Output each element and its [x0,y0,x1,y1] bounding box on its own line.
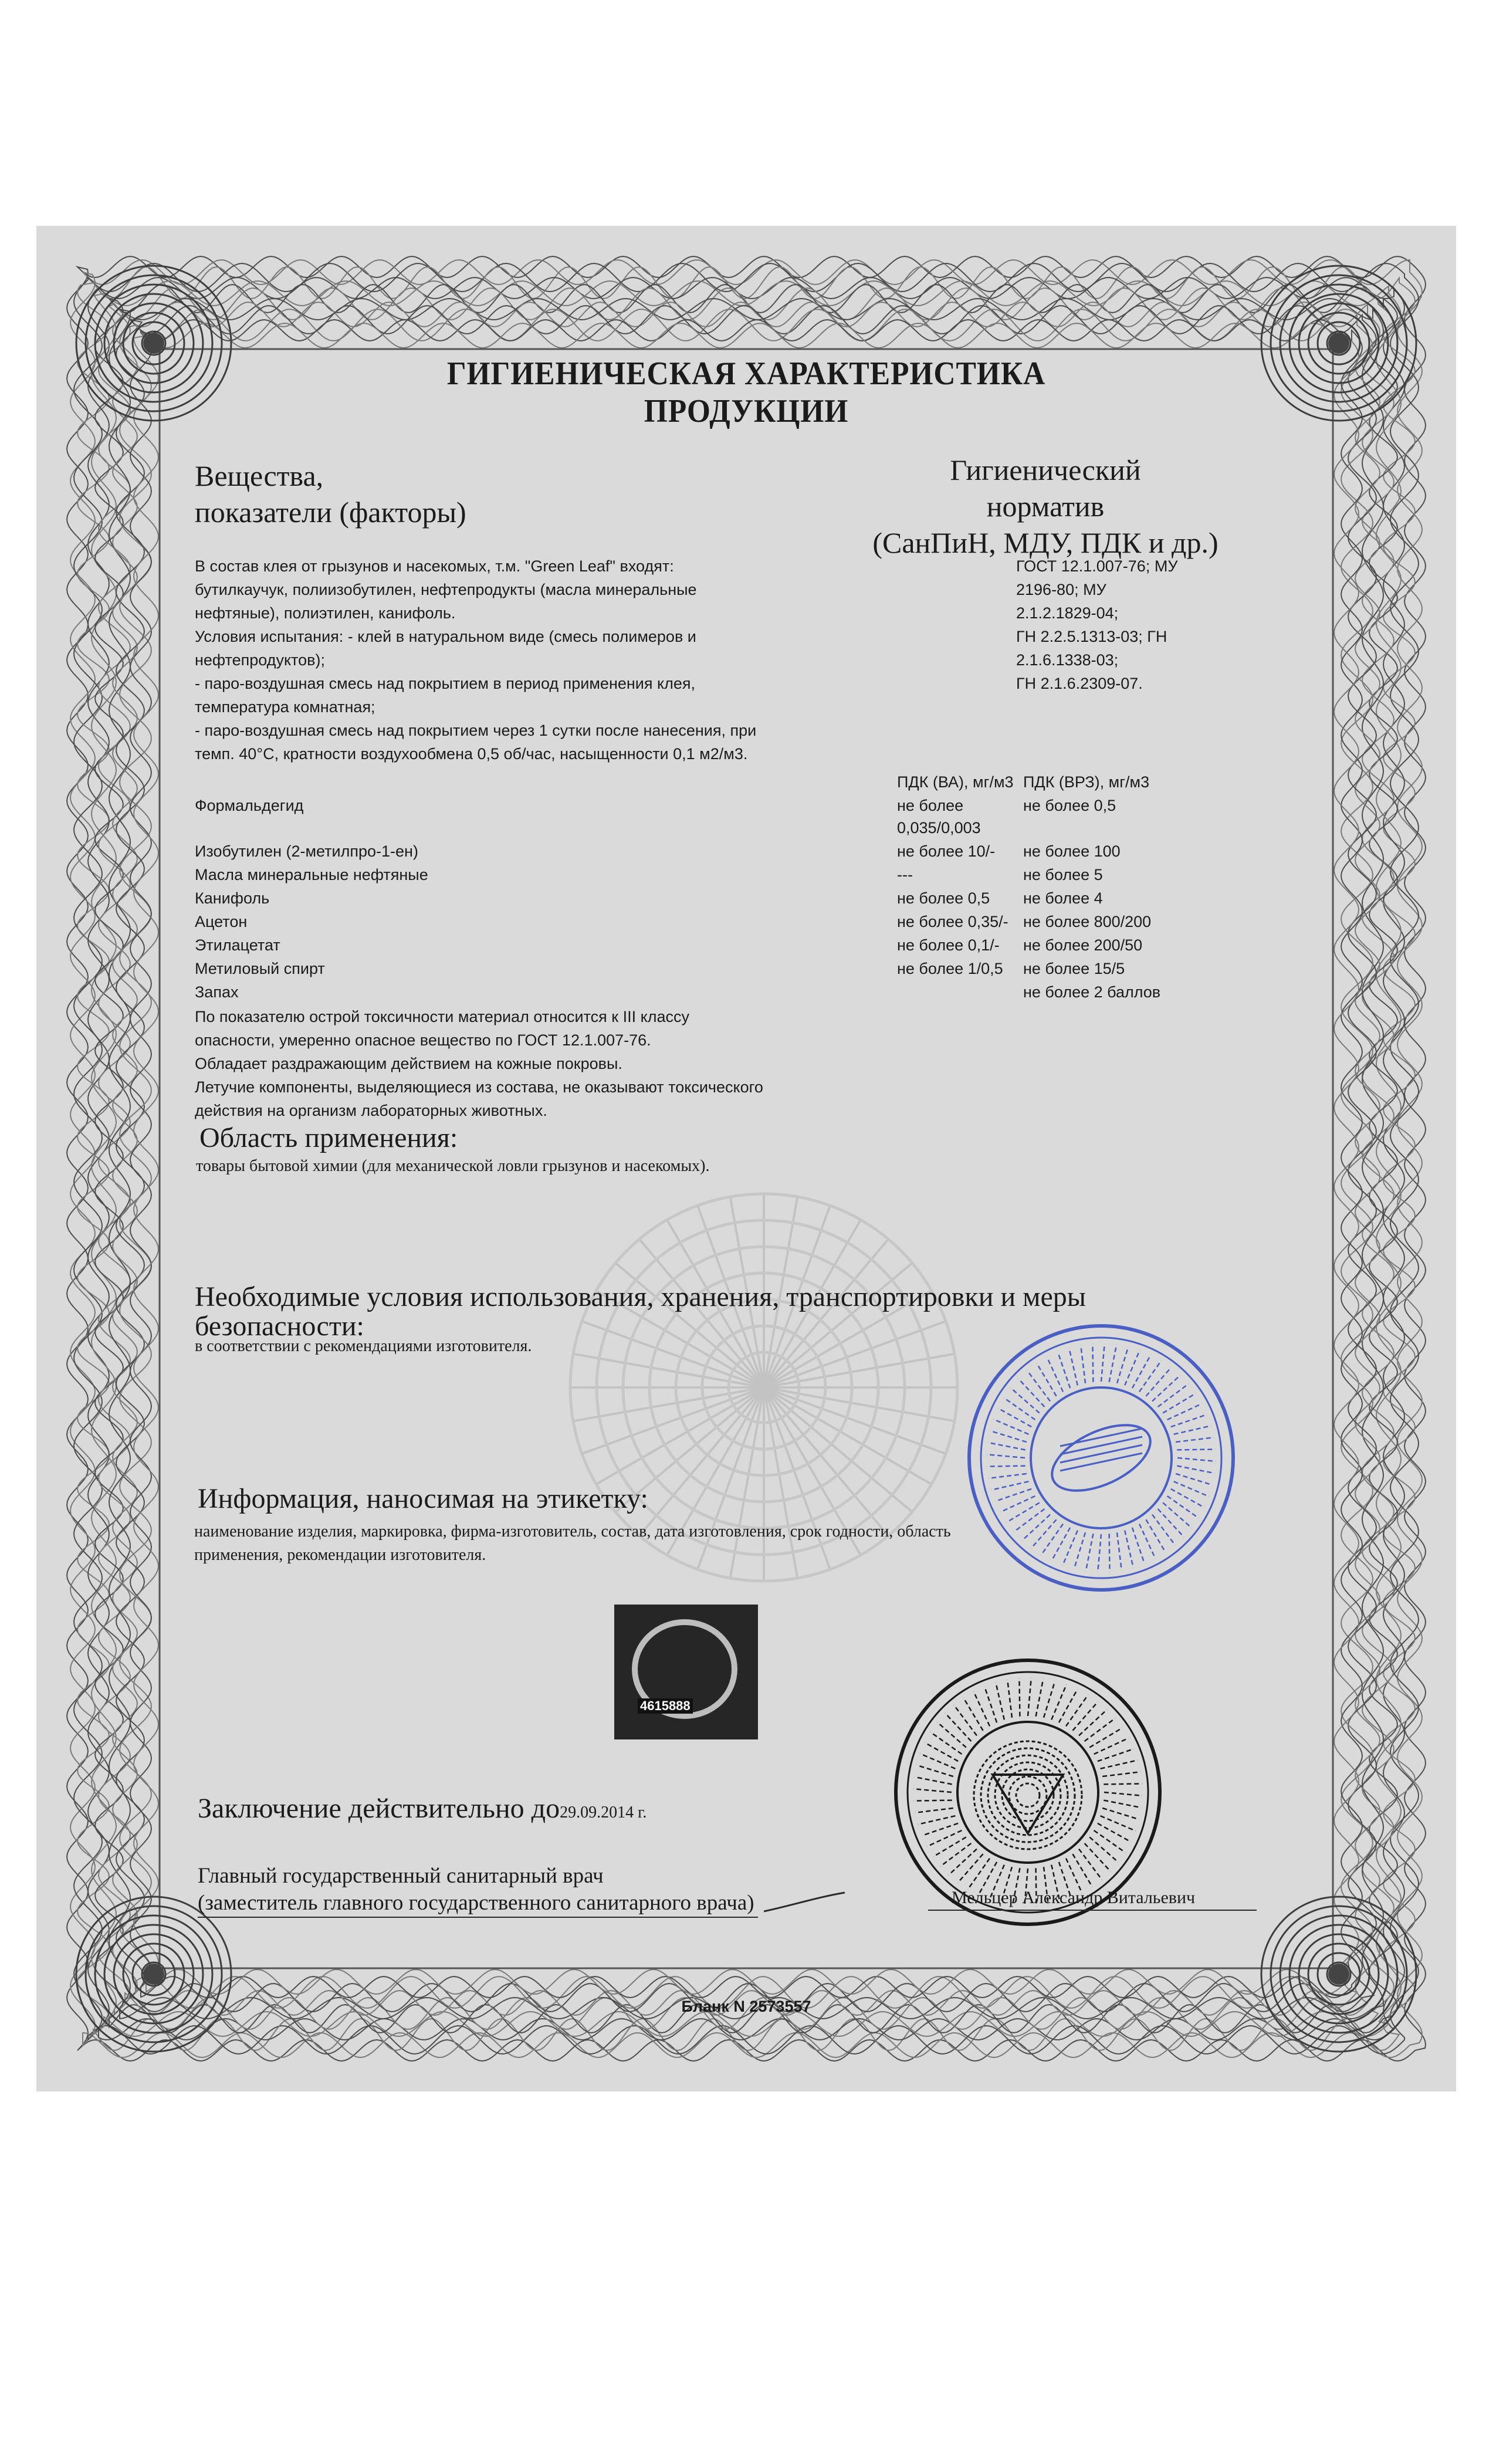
substance-name: Ацетон [195,913,248,930]
normative-ref-line: 2.1.2.1829-04; [1016,604,1119,622]
conclusion-line: действия на организм лабораторных животных. [195,1102,547,1119]
pdk-vrz-value: не более 4 [1023,889,1103,907]
table-header-row [195,770,1309,794]
signatory-block [198,1863,758,1918]
normative-references [1016,554,1286,695]
table-row [195,863,1309,886]
validity-label: Заключение действительно до [198,1793,560,1824]
substances-header [195,458,466,530]
substance-name: Канифоль [195,889,270,907]
table-row [195,957,1309,980]
blue-organization-stamp [963,1320,1239,1596]
pdk-vrz-value: не более 100 [1023,842,1121,860]
normative-header-line1: Гигиенический [950,453,1141,486]
normative-header-line3: (СанПиН, МДУ, ПДК и др.) [872,526,1219,559]
pdk-va-value: --- [897,866,913,884]
pdk-va-value: не более 0,5 [897,889,990,907]
substance-name: Масла минеральные нефтяные [195,866,428,884]
usage-text: в соответствии с рекомендациями изготовителя. [195,1337,532,1355]
pdk-vrz-value: не более 2 баллов [1023,983,1161,1001]
hologram-sticker [614,1605,758,1739]
toxicity-conclusions [195,1005,899,1122]
pdk-vrz-value: не более 15/5 [1023,960,1125,977]
conclusion-line: По показателю острой токсичности материал относится к III классу [195,1008,690,1025]
table-row [195,980,1309,1004]
composition-line: Условия испытания: - клей в натуральном виде (смесь полимеров и [195,628,696,645]
pdk-va-value: не более 1/0,5 [897,960,1003,977]
substance-name: Формальдегид [195,797,304,814]
validity-statement [198,1792,647,1829]
conclusion-line: Обладает раздражающим действием на кожные покровы. [195,1055,622,1072]
signature-stroke [764,1889,846,1913]
table-row [195,840,1309,863]
substances-header-line2: показатели (факторы) [195,496,466,529]
label-info-title: Информация, наносимая на этикетку: [198,1483,648,1514]
label-info-text-line2: применения, рекомендации изготовителя. [194,1546,486,1564]
signatory-title: Главный государственный санитарный врач [198,1864,604,1888]
validity-date: 29.09.2014 г. [560,1803,647,1822]
normative-ref-line: ГОСТ 12.1.007-76; МУ [1016,557,1178,575]
hologram-number: 4615888 [638,1698,693,1714]
document-title: ГИГИЕНИЧЕСКАЯ ХАРАКТЕРИСТИКА ПРОДУКЦИИ [446,356,1046,429]
table-row [195,816,1309,840]
composition-line: темп. 40°С, кратности воздухообмена 0,5 об/час, насыщенности 0,1 м2/м3. [195,745,748,763]
pdk-vrz-value: не более 0,5 [1023,797,1116,814]
application-text: товары бытовой химии (для механической ловли грызунов и насекомых). [196,1157,710,1175]
substance-name: Изобутилен (2-метилпро-1-ен) [195,842,418,860]
label-info-text-line1: наименование изделия, маркировка, фирма-изготовитель, состав, дата изготовления, срок годности, область [194,1522,951,1541]
composition-line: нефтяные), полиэтилен, канифоль. [195,604,456,622]
certificate-sheet [36,226,1456,2091]
pdk-va-value: не более 0,35/- [897,913,1008,930]
pdk-va-header: ПДК (ВА), мг/м3 [897,773,1014,791]
substance-name: Этилацетат [195,936,280,954]
conclusion-line: Летучие компоненты, выделяющиеся из состава, не оказывают токсического [195,1078,763,1096]
substance-name: Метиловый спирт [195,960,325,977]
table-row [195,794,1309,817]
pdk-vrz-value: не более 5 [1023,866,1103,884]
pdk-vrz-value: не более 200/50 [1023,936,1143,954]
usage-title-line1: Необходимые условия использования, хранения, транспортировки и меры [195,1281,1087,1312]
composition-line: нефтепродуктов); [195,651,325,669]
signatory-name-line [928,1886,1257,1911]
normative-ref-line: ГН 2.2.5.1313-03; ГН [1016,628,1167,645]
normative-header-line2: норматив [986,490,1105,523]
application-section [196,1122,1079,1178]
pdk-va-value: 0,035/0,003 [897,819,981,837]
signatory-subtitle: (заместитель главного государственного санитарного врача) [198,1890,758,1918]
pdk-va-value: не более 0,1/- [897,936,1000,954]
pdk-vrz-value: не более 800/200 [1023,913,1152,930]
pdk-vrz-header: ПДК (ВРЗ), мг/м3 [1023,773,1150,791]
composition-line: бутилкаучук, полиизобутилен, нефтепродукты (масла минеральные [195,581,697,598]
conclusion-line: опасности, умеренно опасное вещество по ГОСТ 12.1.007-76. [195,1031,651,1049]
table-row [195,886,1309,910]
normative-ref-line: 2.1.6.1338-03; [1016,651,1119,669]
composition-description [195,554,899,766]
application-title: Область применения: [199,1122,458,1153]
composition-line: В состав клея от грызунов и насекомых, т.м. "Green Leaf" входят: [195,557,674,575]
blank-number: Бланк N 2573557 [681,1998,811,2015]
composition-line: - паро-воздушная смесь над покрытием через 1 сутки после нанесения, при [195,722,757,739]
normative-ref-line: 2196-80; МУ [1016,581,1106,598]
table-row [195,933,1309,957]
pdk-va-value: не более 10/- [897,842,996,860]
composition-line: температура комнатная; [195,698,375,716]
table-row [195,910,1309,933]
substance-name: Запах [195,983,239,1001]
pdk-va-value: не более [897,797,964,814]
composition-line: - паро-воздушная смесь над покрытием в период применения клея, [195,675,695,692]
substances-header-line1: Вещества, [195,459,324,492]
normative-header [817,452,1274,561]
normative-ref-line: ГН 2.1.6.2309-07. [1016,675,1143,692]
signatory-name: Мельцер Александр Витальевич [952,1888,1196,1907]
usage-title-line2: безопасности: [195,1311,364,1342]
